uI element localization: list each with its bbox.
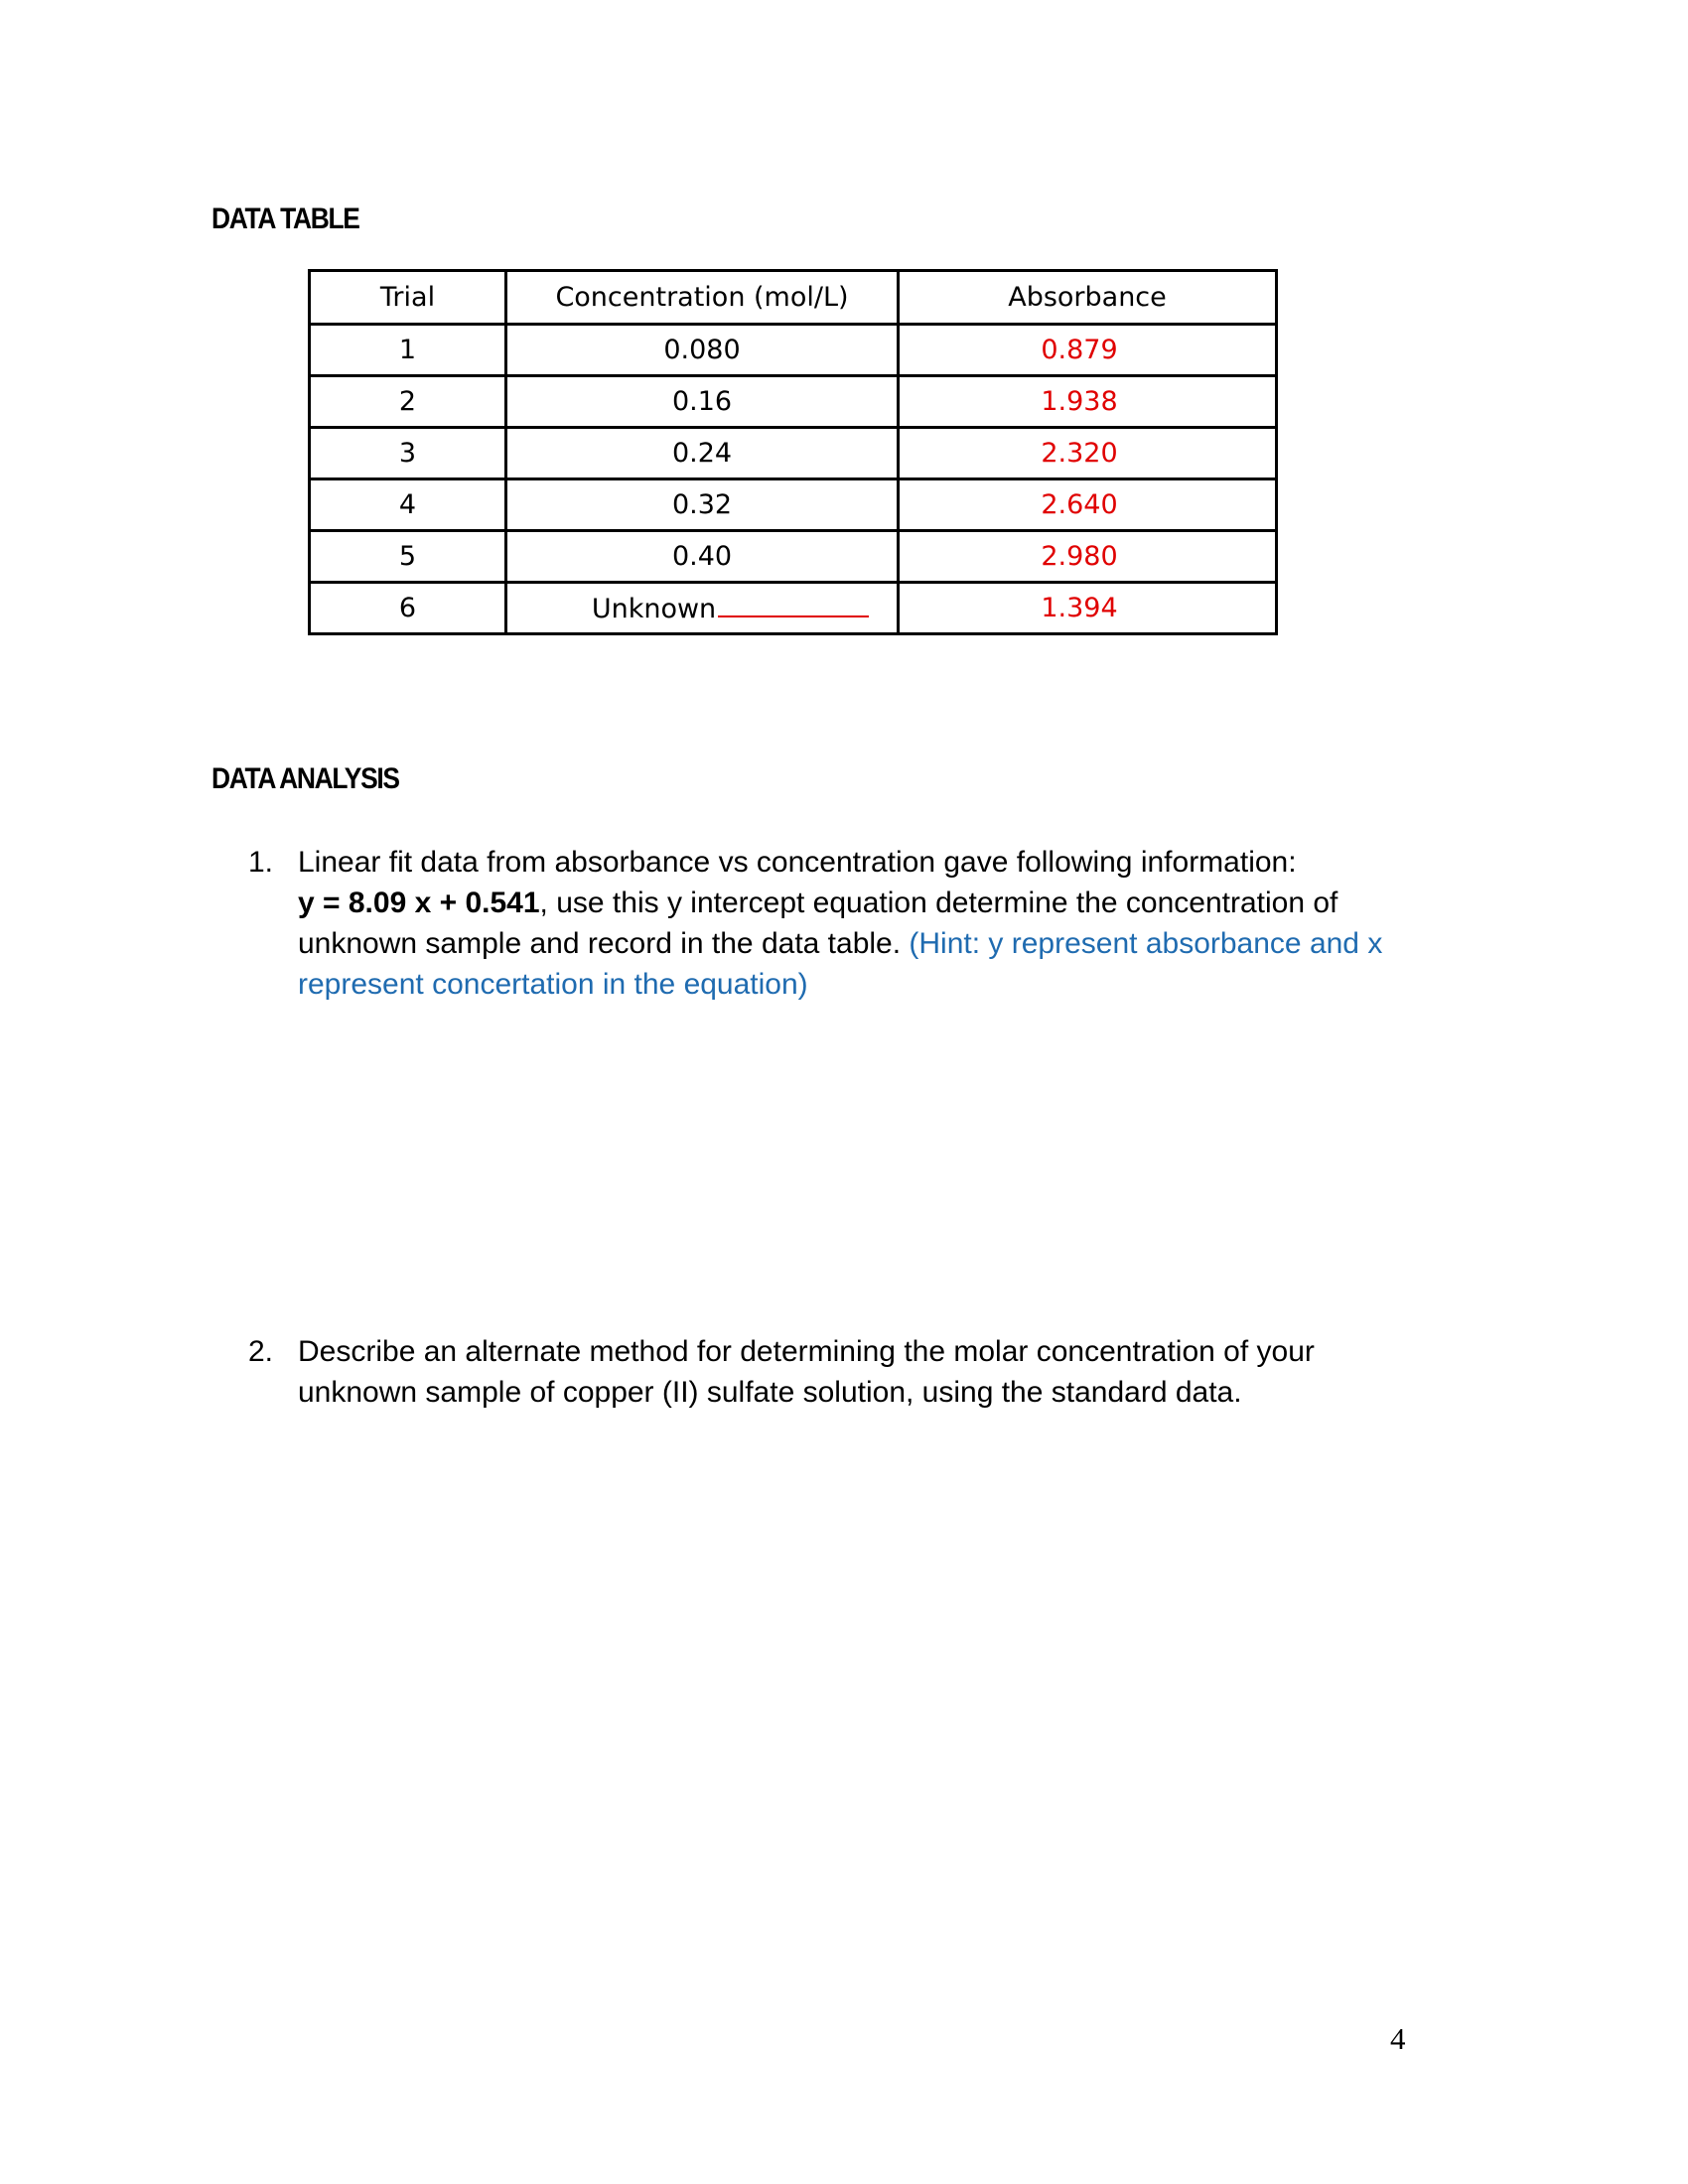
- concentration-cell: 0.080: [506, 325, 899, 376]
- concentration-cell: 0.32: [506, 479, 899, 531]
- absorbance-value: 2.980: [1041, 541, 1118, 572]
- linear-fit-equation: y = 8.09 x + 0.541: [298, 887, 540, 919]
- absorbance-value: 0.879: [1041, 335, 1118, 365]
- unknown-label: Unknown: [591, 594, 717, 624]
- table-row: [310, 531, 1277, 583]
- absorbance-cell: [899, 479, 1277, 531]
- table-row: [310, 376, 1277, 428]
- hint-text: (Hint: y represent absorbance and x represent concertation in the equation): [298, 927, 1383, 1001]
- concentration-cell: 0.16: [506, 376, 899, 428]
- table-header-row: [310, 271, 1277, 325]
- data-analysis-heading: DATA ANALYSIS: [211, 762, 399, 795]
- data-table: [308, 269, 1278, 635]
- trial-cell: 5: [310, 531, 506, 583]
- trial-cell: 6: [310, 583, 506, 634]
- table-row: [310, 325, 1277, 376]
- concentration-cell: 0.40: [506, 531, 899, 583]
- absorbance-value: 1.394: [1041, 593, 1118, 623]
- absorbance-cell: [899, 428, 1277, 479]
- question-body: Describe an alternate method for determining the molar concentration of your unknown sample of copper (II) sulfate solution, using the standard data.: [298, 1335, 1315, 1409]
- absorbance-value: 1.938: [1041, 386, 1118, 417]
- table-row: [310, 583, 1277, 634]
- question-2: [248, 1331, 1440, 1413]
- absorbance-cell: [899, 531, 1277, 583]
- trial-cell: 4: [310, 479, 506, 531]
- table-row: [310, 428, 1277, 479]
- question-number: 2.: [248, 1335, 274, 1368]
- absorbance-cell: [899, 376, 1277, 428]
- absorbance-column-header: Absorbance: [899, 271, 1277, 325]
- unknown-concentration-cell[interactable]: [506, 583, 899, 634]
- trial-cell: 1: [310, 325, 506, 376]
- data-table-heading: DATA TABLE: [211, 203, 359, 235]
- trial-cell: 2: [310, 376, 506, 428]
- question-body: [298, 842, 1440, 1005]
- unknown-answer-blank[interactable]: [718, 594, 869, 617]
- question-intro: Linear fit data from absorbance vs concentration gave following information:: [298, 846, 1297, 879]
- question-1: [248, 842, 1440, 1005]
- table-row: [310, 479, 1277, 531]
- absorbance-value: 2.320: [1041, 438, 1118, 469]
- page-number: 4: [1390, 2021, 1406, 2056]
- question-number: 1.: [248, 846, 274, 879]
- trial-cell: 3: [310, 428, 506, 479]
- question-instruction: , use this y intercept equation determine the concentration of unknown sample and record in the data table.: [298, 887, 1338, 960]
- trial-column-header: Trial: [310, 271, 506, 325]
- absorbance-cell: [899, 325, 1277, 376]
- absorbance-cell: [899, 583, 1277, 634]
- concentration-column-header: Concentration (mol/L): [506, 271, 899, 325]
- concentration-cell: 0.24: [506, 428, 899, 479]
- absorbance-value: 2.640: [1041, 489, 1118, 520]
